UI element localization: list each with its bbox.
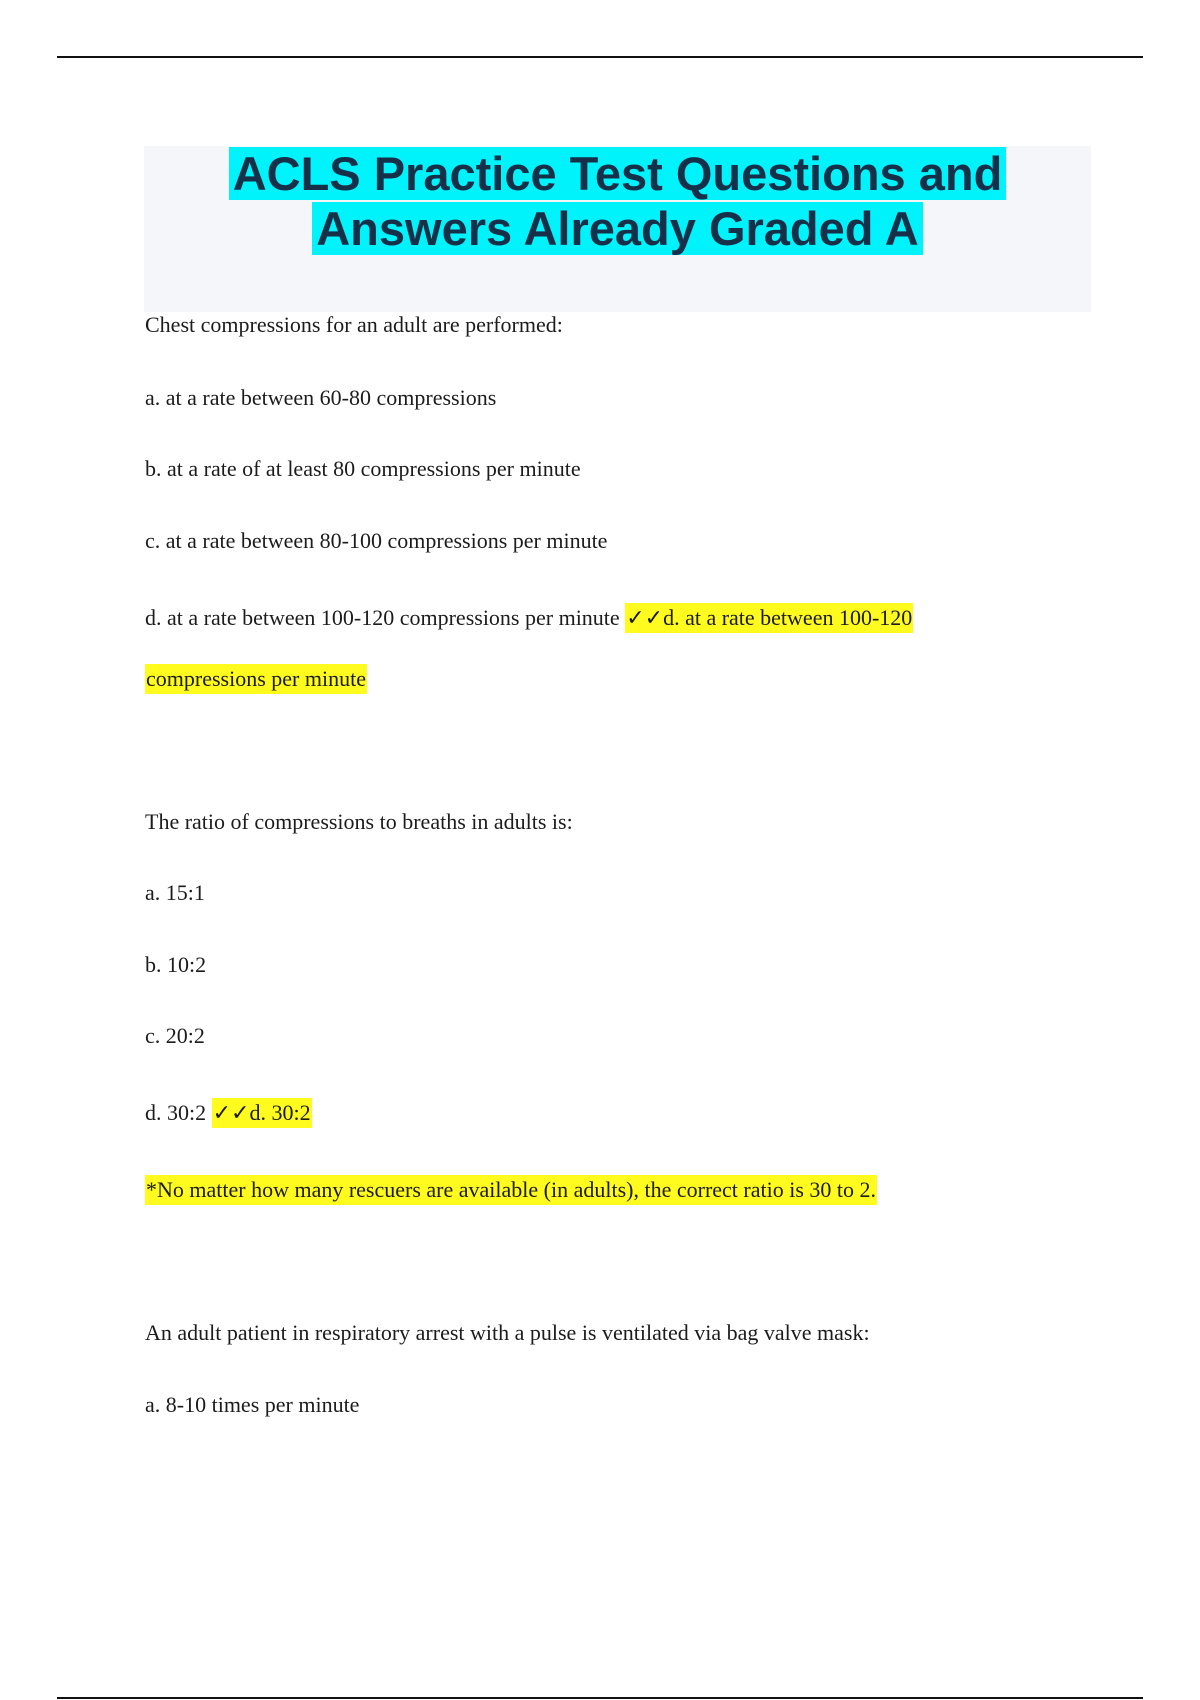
question-2-note: *No matter how many rescuers are available (in adults), the correct ratio is 30 to 2. xyxy=(145,1175,877,1205)
question-2-note-line xyxy=(145,1176,877,1204)
question-1-answer-part1: d. at a rate between 100-120 xyxy=(663,605,913,630)
question-2-option-d-line xyxy=(145,1099,312,1128)
question-1-option-b: b. at a rate of at least 80 compressions per minute xyxy=(145,456,581,481)
title-line-1: ACLS Practice Test Questions and xyxy=(229,147,1007,200)
question-1-option-c: c. at a rate between 80-100 compressions per minute xyxy=(145,528,608,553)
question-2-option-b: b. 10:2 xyxy=(145,952,207,977)
question-1-option-a: a. at a rate between 60-80 compressions xyxy=(145,385,497,410)
question-1-option-d-line xyxy=(145,604,913,633)
bottom-rule xyxy=(57,1697,1143,1699)
question-1-answer-continued-line xyxy=(145,665,367,693)
question-2-prompt: The ratio of compressions to breaths in adults is: xyxy=(145,809,573,834)
question-1-answer-part2: compressions per minute xyxy=(145,664,367,694)
question-2-answer-highlight xyxy=(212,1098,312,1128)
question-3-prompt: An adult patient in respiratory arrest with a pulse is ventilated via bag valve mask: xyxy=(145,1320,870,1345)
question-2-option-c: c. 20:2 xyxy=(145,1023,205,1048)
question-2-option-d: d. 30:2 xyxy=(145,1100,207,1125)
question-2-option-a: a. 15:1 xyxy=(145,880,205,905)
top-rule xyxy=(57,56,1143,58)
question-3-option-a: a. 8-10 times per minute xyxy=(145,1392,360,1417)
double-check-icon: ✓✓ xyxy=(626,606,664,631)
question-1-prompt: Chest compressions for an adult are performed: xyxy=(145,312,563,337)
title-line-2: Answers Already Graded A xyxy=(312,202,923,255)
question-1-option-d: d. at a rate between 100-120 compressions per minute xyxy=(145,605,620,630)
page-title xyxy=(144,146,1091,256)
double-check-icon: ✓✓ xyxy=(212,1101,250,1126)
question-1-answer-highlight xyxy=(625,603,913,633)
question-2-answer-text: d. 30:2 xyxy=(249,1100,311,1125)
